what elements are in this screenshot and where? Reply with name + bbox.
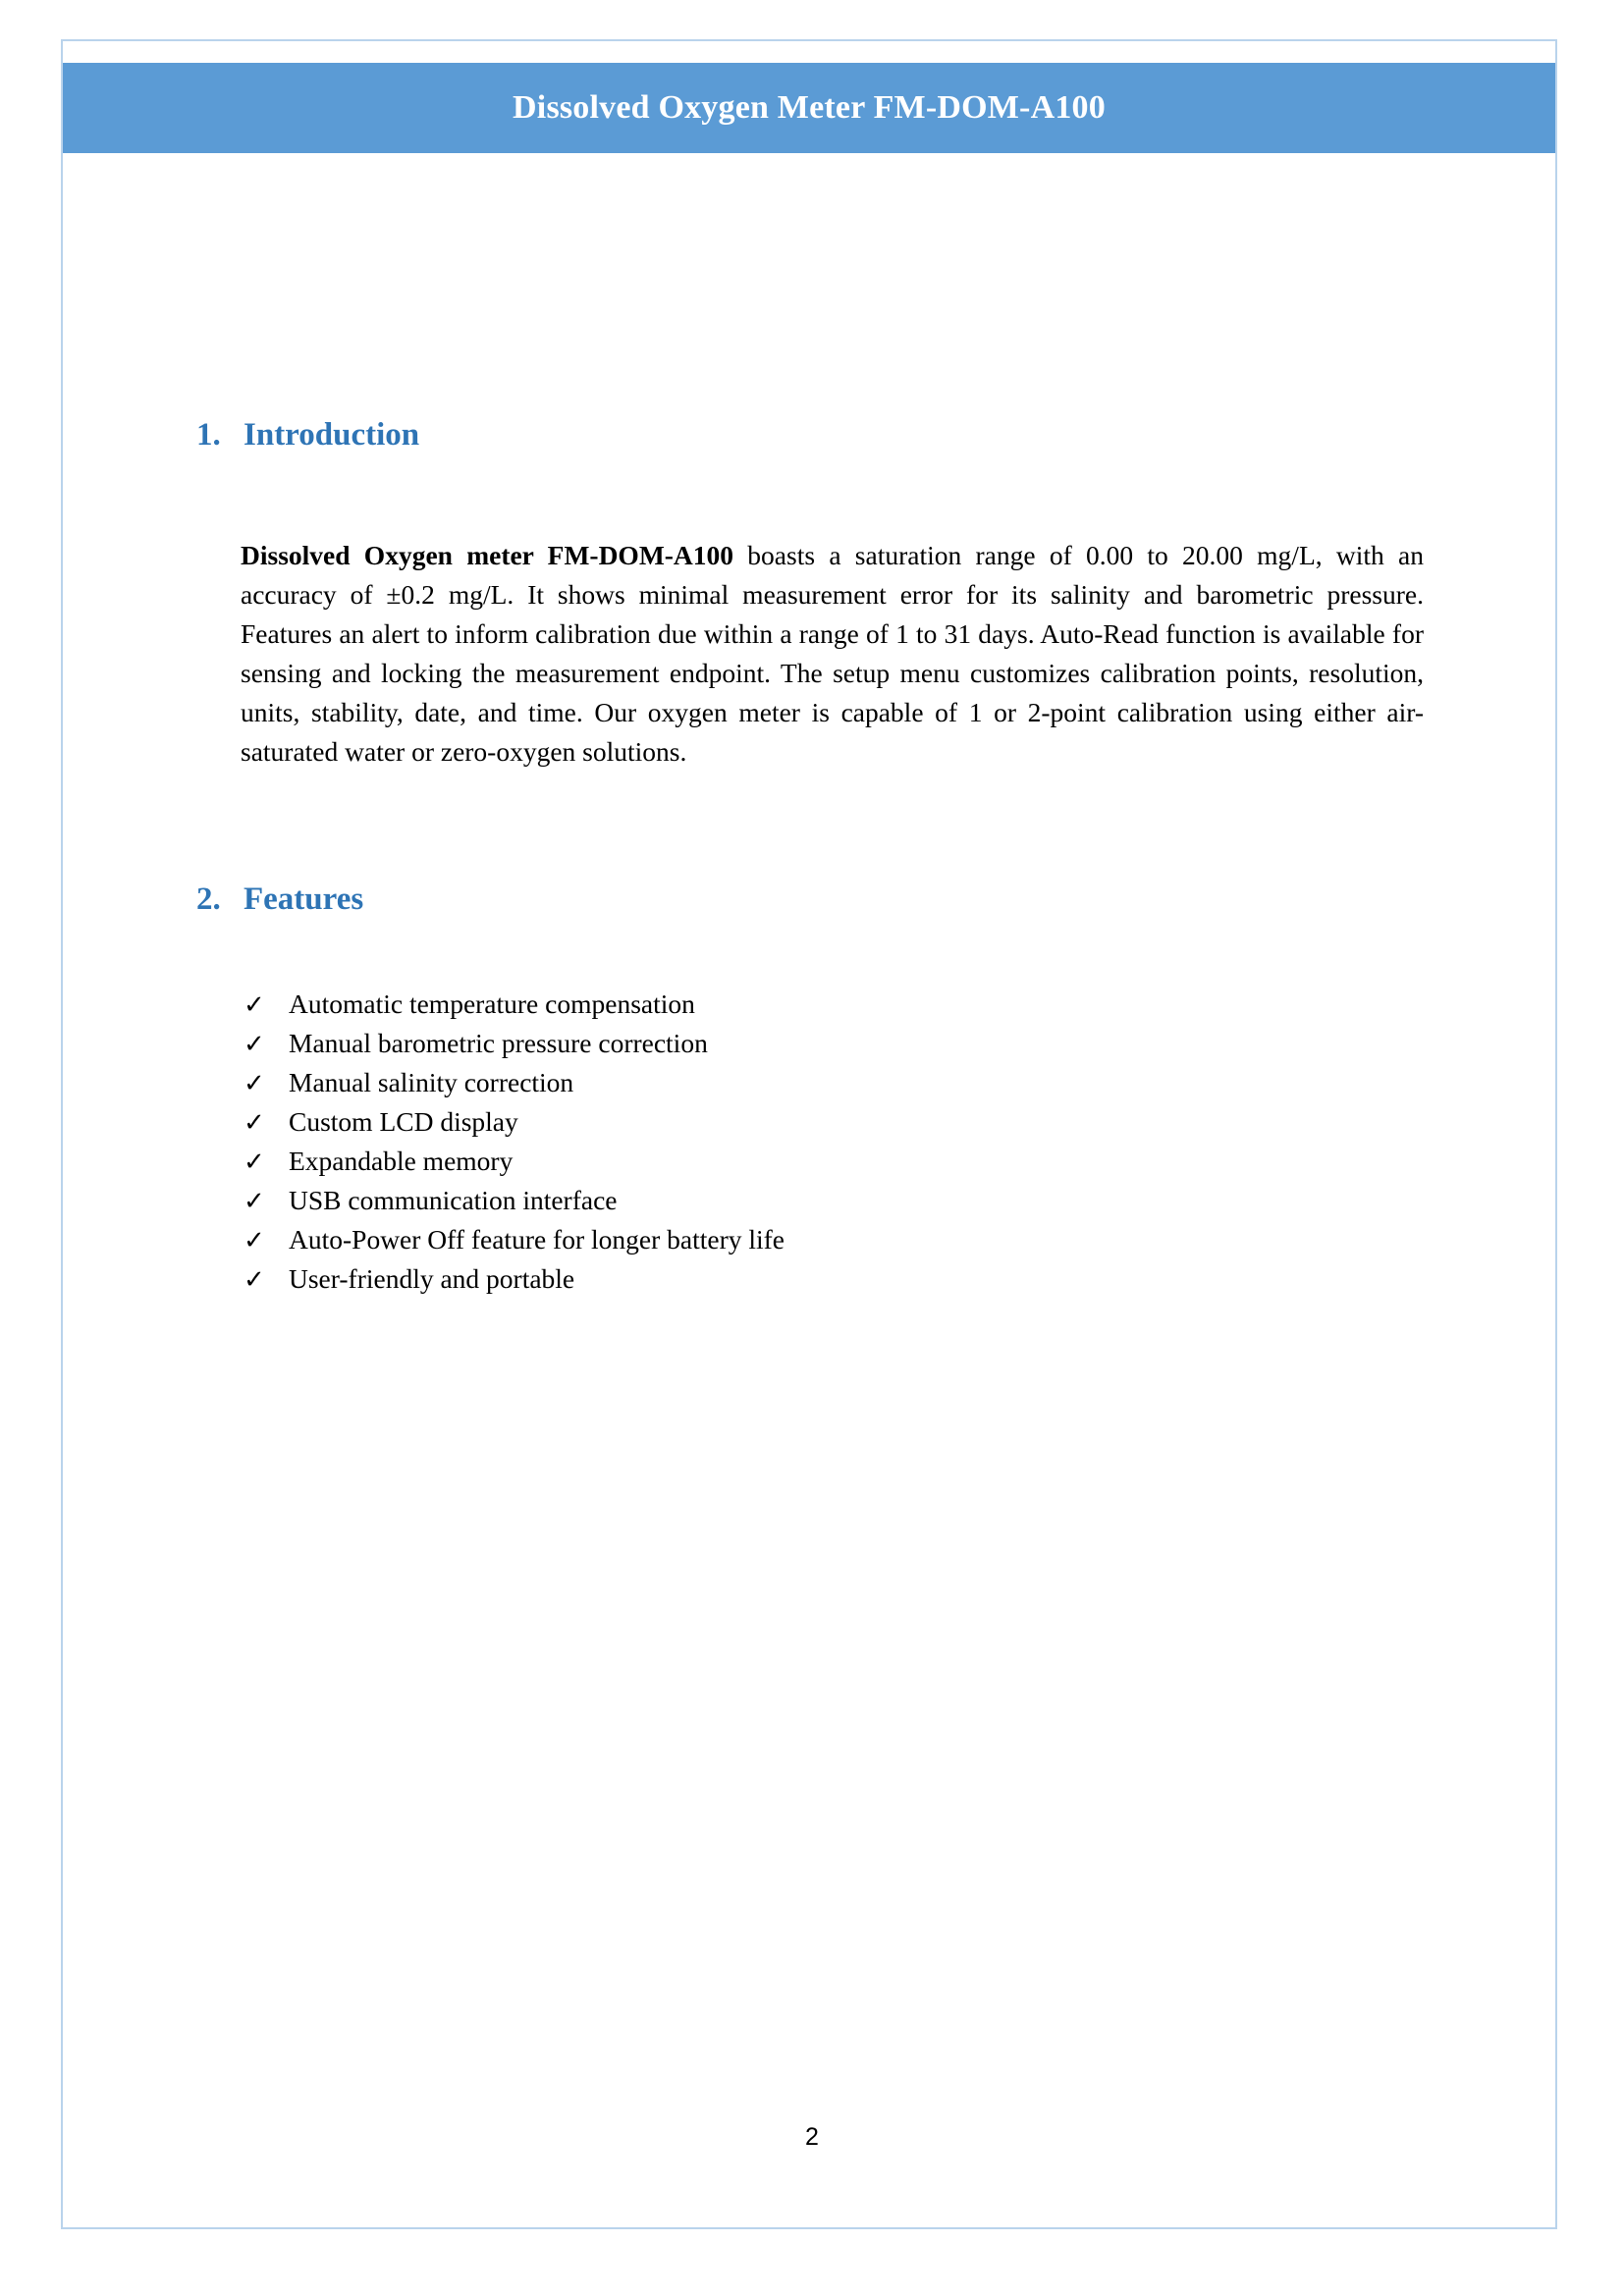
heading-features bbox=[196, 881, 363, 917]
checkmark-icon: ✓ bbox=[244, 1265, 265, 1295]
feature-list-item-label: Expandable memory bbox=[289, 1146, 514, 1176]
feature-list-item bbox=[244, 1024, 1324, 1063]
feature-list-item bbox=[244, 1220, 1324, 1259]
feature-list-item-label: Manual barometric pressure correction bbox=[289, 1028, 708, 1058]
checkmark-icon: ✓ bbox=[244, 1108, 265, 1138]
introduction-paragraph-rest: boasts a saturation range of 0.00 to 20.00 mg/L, with an accuracy of ±0.2 mg/L. It shows minimal measurement error for its salinity and barometric pressure. Features an alert to inform calibration due within a range of 1 to 31 days. Auto-Read function is available for sensing and locking the measurement endpoint. The setup menu customizes calibration points, resolution, units, stability, date, and time. Our oxygen meter is capable of 1 or 2-point calibration using either air-saturated water or zero-oxygen solutions. bbox=[241, 539, 1424, 767]
introduction-paragraph bbox=[241, 536, 1424, 772]
checkmark-icon: ✓ bbox=[244, 990, 265, 1020]
feature-list-item bbox=[244, 985, 1324, 1024]
introduction-paragraph-lead: Dissolved Oxygen meter FM-DOM-A100 bbox=[241, 539, 734, 570]
feature-list-item bbox=[244, 1063, 1324, 1102]
feature-list-item-label: USB communication interface bbox=[289, 1185, 618, 1215]
feature-list-item bbox=[244, 1259, 1324, 1299]
checkmark-icon: ✓ bbox=[244, 1069, 265, 1098]
feature-list-item-label: Automatic temperature compensation bbox=[289, 988, 695, 1019]
page-number: 2 bbox=[805, 2123, 819, 2151]
feature-list-item bbox=[244, 1102, 1324, 1142]
heading-introduction-number: 1. bbox=[196, 417, 221, 453]
document-title-banner bbox=[63, 63, 1555, 153]
feature-list-item-label: Auto-Power Off feature for longer battery life bbox=[289, 1224, 785, 1255]
feature-list-item bbox=[244, 1181, 1324, 1220]
checkmark-icon: ✓ bbox=[244, 1030, 265, 1059]
document-title: Dissolved Oxygen Meter FM-DOM-A100 bbox=[513, 89, 1106, 126]
feature-list-item-label: Manual salinity correction bbox=[289, 1067, 574, 1097]
heading-introduction-title: Introduction bbox=[244, 417, 420, 453]
feature-list-item-label: User-friendly and portable bbox=[289, 1263, 575, 1294]
heading-features-title: Features bbox=[244, 881, 364, 917]
features-list bbox=[244, 985, 1324, 1299]
feature-list-item bbox=[244, 1142, 1324, 1181]
checkmark-icon: ✓ bbox=[244, 1148, 265, 1177]
heading-features-number: 2. bbox=[196, 881, 221, 917]
heading-introduction bbox=[196, 417, 419, 453]
feature-list-item-label: Custom LCD display bbox=[289, 1106, 518, 1137]
checkmark-icon: ✓ bbox=[244, 1187, 265, 1216]
checkmark-icon: ✓ bbox=[244, 1226, 265, 1255]
